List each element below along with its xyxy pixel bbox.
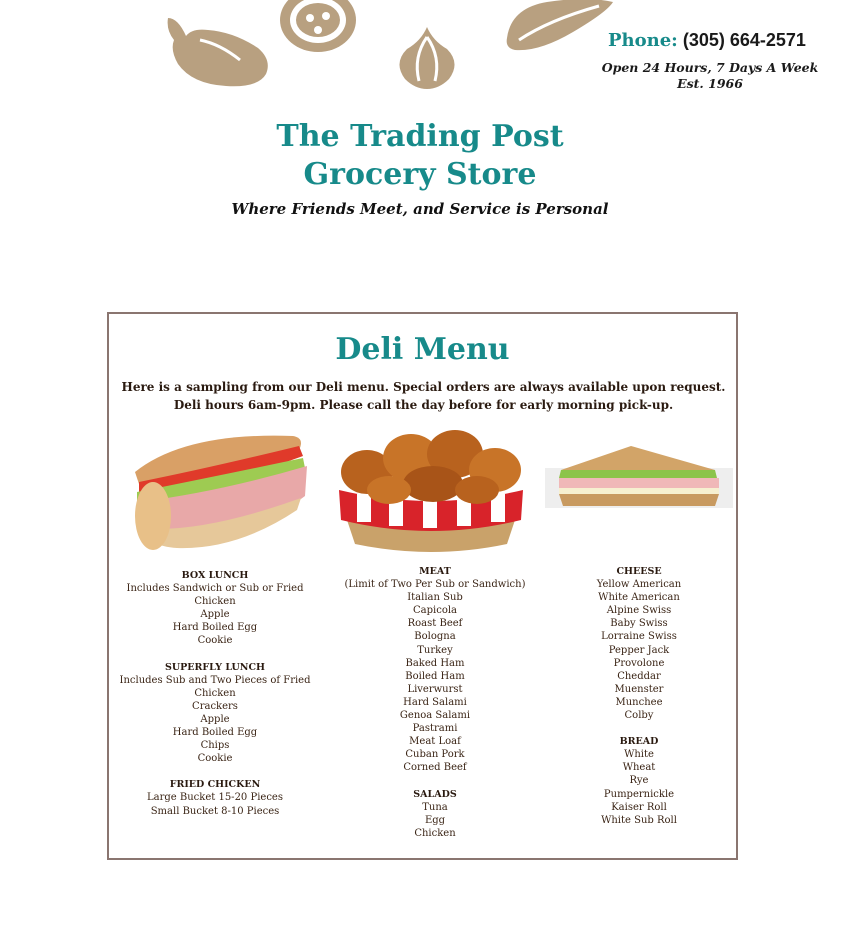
triangle-sandwich-image xyxy=(545,424,733,552)
cheese-heading: CHEESE xyxy=(616,566,662,577)
tagline: Where Friends Meet, and Service is Personal xyxy=(231,200,609,218)
list-item: Crackers xyxy=(192,700,238,712)
salads-heading: SALADS xyxy=(413,788,457,800)
list-item: Apple xyxy=(200,609,230,621)
phone-number[interactable]: (305) 664-2571 xyxy=(682,30,806,50)
list-item: Cookie xyxy=(197,635,233,647)
list-item: Bologna xyxy=(414,631,456,643)
intro-line-1: Here is a sampling from our Deli menu. Special orders are always available upon request. xyxy=(121,380,726,394)
list-item: Cookie xyxy=(197,753,233,765)
store-title-line1: The Trading Post xyxy=(276,119,564,154)
meat-note: (Limit of Two Per Sub or Sandwich) xyxy=(344,579,526,591)
superfly-lunch-heading: SUPERFLY LUNCH xyxy=(165,661,265,673)
list-item: Chicken xyxy=(194,596,236,608)
garlic-sketch-icon xyxy=(395,25,460,90)
list-item: Provolone xyxy=(613,657,665,669)
store-hours xyxy=(600,60,820,92)
list-item: Chicken xyxy=(194,687,236,699)
hours-text: Open 24 Hours, 7 Days A Week xyxy=(601,60,819,75)
tomato-slice-sketch-icon xyxy=(278,0,358,55)
list-item: Genoa Salami xyxy=(399,710,471,722)
list-item: White Sub Roll xyxy=(601,814,677,826)
deli-menu-box xyxy=(107,312,738,860)
list-item: Chicken xyxy=(414,827,456,839)
list-item: Includes Sandwich or Sub or Fried xyxy=(126,583,304,595)
menu-title: Deli Menu xyxy=(335,332,510,367)
list-item: Large Bucket 15-20 Pieces xyxy=(147,792,283,804)
store-title xyxy=(200,118,640,194)
right-menu-column xyxy=(539,565,739,827)
sub-sandwich-image xyxy=(127,432,313,554)
list-item: Lorraine Swiss xyxy=(601,631,677,643)
bread-heading: BREAD xyxy=(619,736,659,748)
list-item: Alpine Swiss xyxy=(606,605,672,617)
list-item: Yellow American xyxy=(596,579,682,591)
list-item: Roast Beef xyxy=(407,618,463,630)
middle-menu-column xyxy=(335,565,535,840)
list-item: Includes Sub and Two Pieces of Fried xyxy=(119,674,311,686)
list-item: Hard Boiled Egg xyxy=(172,727,258,739)
list-item: Pastrami xyxy=(412,723,458,735)
intro-line-2: Deli hours 6am-9pm. Please call the day before for early morning pick-up. xyxy=(173,398,674,412)
list-item: Boiled Ham xyxy=(405,670,465,682)
carrot-sketch-icon xyxy=(505,0,615,60)
list-item: Turkey xyxy=(417,644,453,656)
list-item: Wheat xyxy=(622,762,656,774)
fried-chicken-heading: FRIED CHICKEN xyxy=(169,779,261,791)
list-item: Liverwurst xyxy=(407,683,463,695)
list-item: Pumpernickle xyxy=(603,788,675,800)
menu-intro xyxy=(119,378,728,414)
meat-heading: MEAT xyxy=(419,566,451,577)
list-item: Pepper Jack xyxy=(608,644,670,656)
list-item: Colby xyxy=(624,710,654,722)
store-title-line2: Grocery Store xyxy=(303,157,537,192)
list-item: Chips xyxy=(200,740,230,752)
list-item: White xyxy=(624,749,654,761)
list-item: Italian Sub xyxy=(407,592,463,604)
list-item: Baked Ham xyxy=(405,657,465,669)
list-item: Corned Beef xyxy=(403,762,467,774)
list-item: Kaiser Roll xyxy=(611,801,667,813)
phone-line xyxy=(608,30,806,51)
list-item: Rye xyxy=(629,775,649,787)
list-item: Cheddar xyxy=(617,670,661,682)
fried-chicken-basket-image xyxy=(337,424,525,552)
list-item: Egg xyxy=(424,814,446,826)
list-item: Munchee xyxy=(615,696,663,708)
left-menu-column xyxy=(115,569,315,818)
phone-label: Phone: xyxy=(608,30,678,51)
list-item: Cuban Pork xyxy=(405,749,465,761)
list-item: Muenster xyxy=(614,683,664,695)
list-item: Meat Loaf xyxy=(409,736,461,748)
list-item: Hard Boiled Egg xyxy=(172,622,258,634)
box-lunch-heading: BOX LUNCH xyxy=(181,570,249,581)
list-item: Hard Salami xyxy=(403,696,467,708)
list-item: Small Bucket 8-10 Pieces xyxy=(150,805,280,817)
list-item: Capicola xyxy=(413,605,457,617)
list-item: Apple xyxy=(200,713,230,725)
pepper-sketch-icon xyxy=(160,10,270,90)
list-item: Baby Swiss xyxy=(610,618,668,630)
list-item: White American xyxy=(598,592,680,604)
list-item: Tuna xyxy=(422,801,448,813)
established-text: Est. 1966 xyxy=(677,76,743,91)
